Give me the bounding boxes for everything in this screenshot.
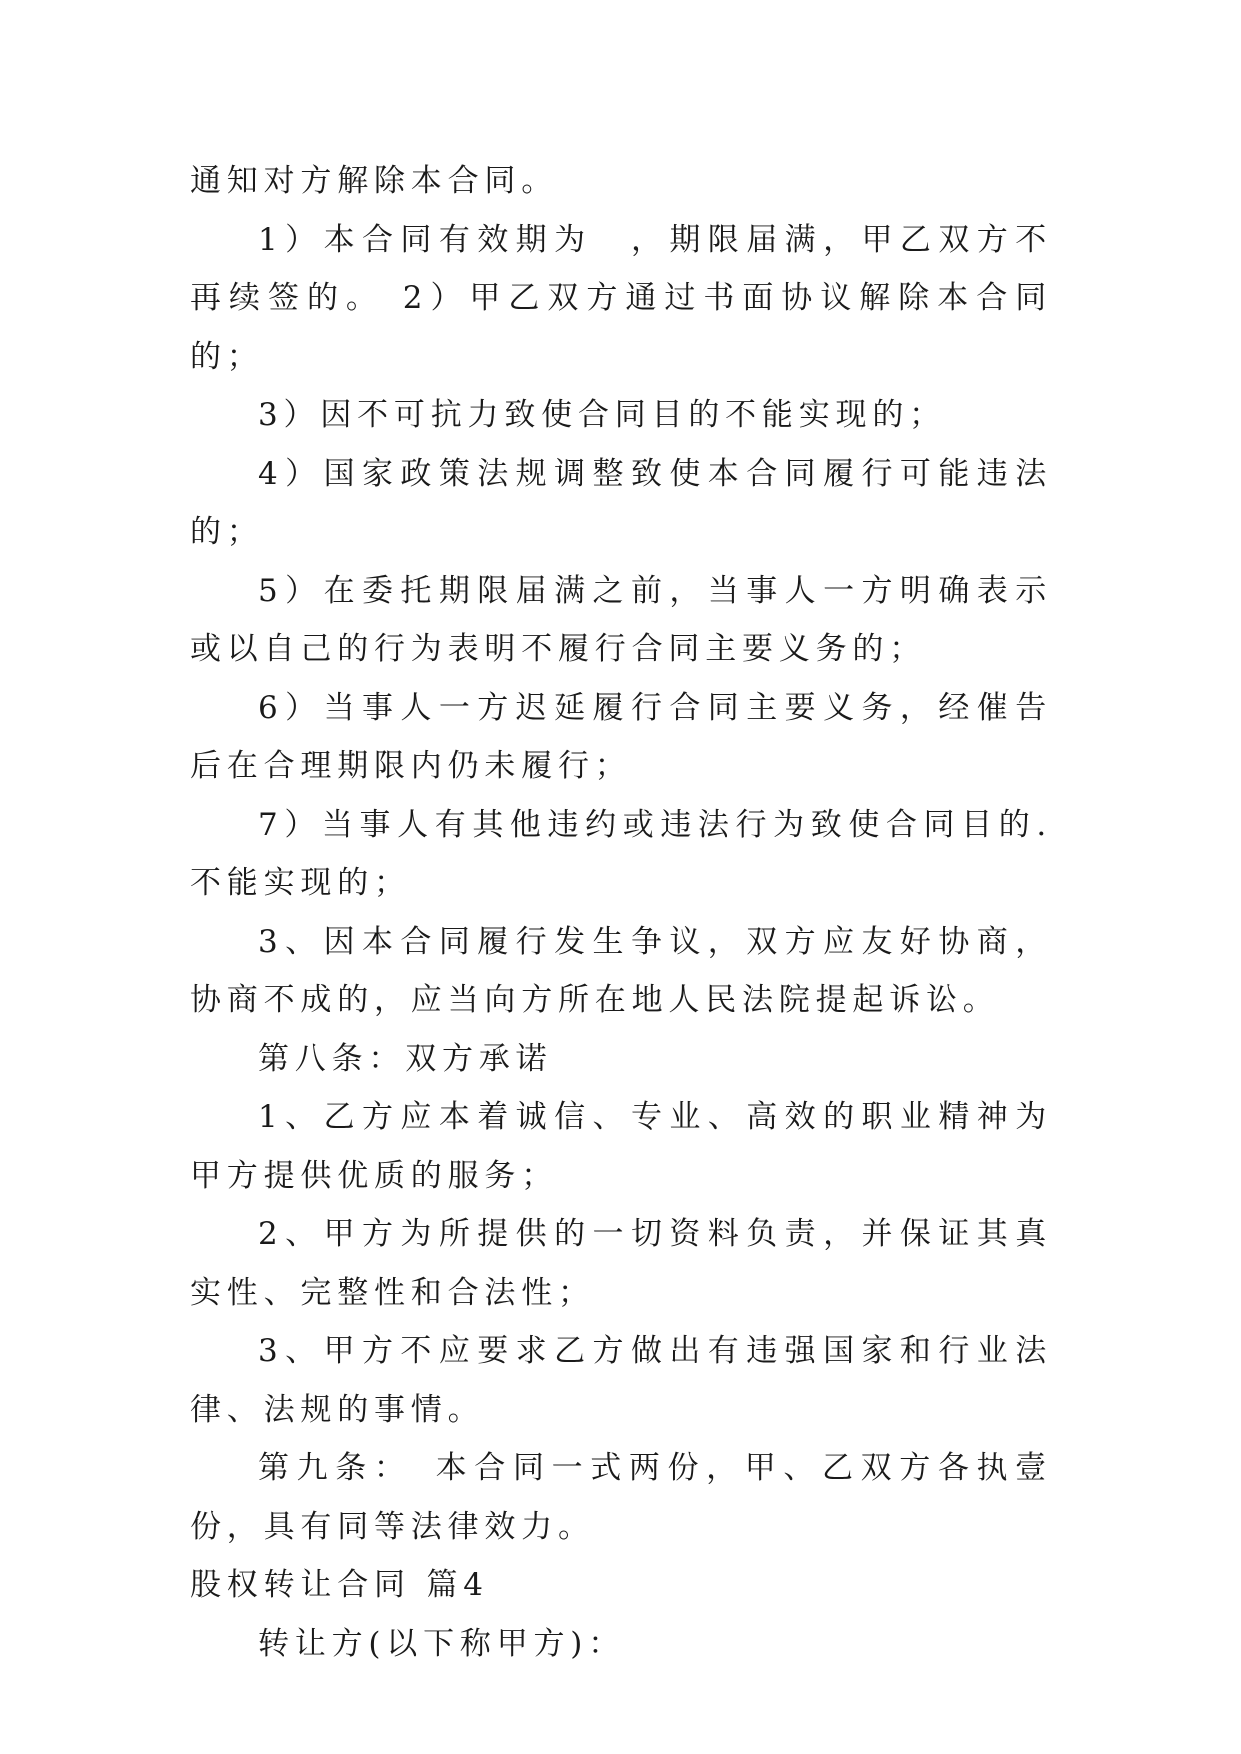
clause-item-3: 3）因不可抗力致使合同目的不能实现的；: [258, 397, 946, 433]
dispute-resolution-clause: 3、因本合同履行发生争议，双方应友好协商，协商不成的，应当向方所在地人民法院提起诉讼。: [190, 923, 1052, 1018]
clause-item-4: 4）国家政策法规调整致使本合同履行可能违法的；: [190, 455, 1052, 550]
commitment-item-2: 2、甲方为所提供的一切资料负责，并保证其真实性、完整性和合法性；: [190, 1216, 1052, 1311]
clause-item-6: 6）当事人一方迟延履行合同主要义务，经催告后在合理期限内仍未履行；: [190, 689, 1052, 784]
article-8-heading: 第八条：双方承诺: [258, 1040, 553, 1077]
paragraph-notify-termination: 通知对方解除本合同。: [190, 163, 558, 199]
clause-item-7: 7）当事人有其他违约或违法行为致使合同目的.不能实现的；: [190, 806, 1052, 901]
article-9-clause: 第九条： 本合同一式两份，甲、乙双方各执壹份，具有同等法律效力。: [190, 1450, 1052, 1545]
clause-item-1-2: 1）本合同有效期为 ，期限届满，甲乙双方不再续签的。 2）甲乙双方通过书面协议解除本合同的；: [190, 221, 1052, 375]
clause-item-5: 5）在委托期限届满之前，当事人一方明确表示或以自己的行为表明不履行合同主要义务的；: [190, 572, 1052, 667]
commitment-item-1: 1、乙方应本着诚信、专业、高效的职业精神为甲方提供优质的服务；: [190, 1099, 1052, 1194]
section-title: 股权转让合同 篇4: [190, 1567, 489, 1603]
commitment-item-3: 3、甲方不应要求乙方做出有违强国家和行业法律、法规的事情。: [190, 1333, 1052, 1428]
transferor-line: 转让方(以下称甲方)：: [258, 1625, 625, 1662]
document-body: [190, 152, 1052, 1673]
